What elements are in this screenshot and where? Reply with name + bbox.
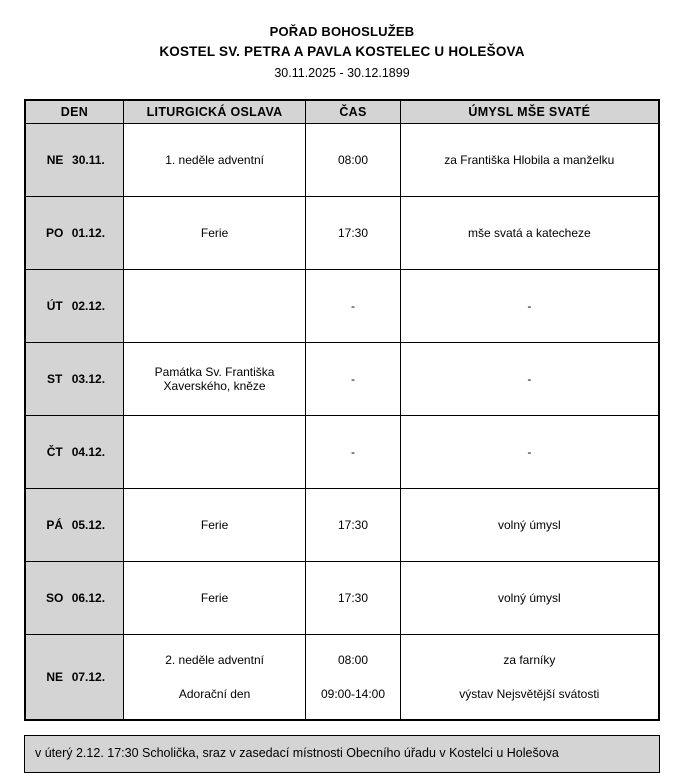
row-time-cell: 17:30	[306, 562, 400, 635]
row-liturgy-cell	[123, 270, 306, 343]
row-time-cell	[306, 635, 400, 721]
row-day-cell	[25, 562, 123, 635]
row-day-cell	[25, 270, 123, 343]
row-intention-secondary: výstav Nejsvětější svátosti	[459, 687, 600, 701]
document-header	[0, 0, 684, 83]
day-date: 06.12.	[71, 591, 106, 605]
row-day-cell	[25, 197, 123, 270]
row-intention-cell: -	[400, 416, 659, 489]
day-date: 04.12.	[71, 445, 106, 459]
row-intention-cell: za Františka Hlobila a manželku	[400, 124, 659, 197]
row-liturgy-cell: Ferie	[123, 197, 306, 270]
row-time-primary: 08:00	[337, 653, 369, 667]
row-time-cell: -	[306, 270, 400, 343]
row-intention-cell: volný úmysl	[400, 489, 659, 562]
row-liturgy-cell: 1. neděle adventní	[123, 124, 306, 197]
day-of-week: NE	[46, 153, 64, 167]
table-row	[25, 489, 659, 562]
day-of-week: PO	[46, 226, 64, 240]
church-name: KOSTEL SV. PETRA A PAVLA KOSTELEC U HOLEŠOVA	[159, 44, 525, 59]
footer-note: v úterý 2.12. 17:30 Scholička, sraz v zasedací místnosti Obecního úřadu v Kostelci u Holešova	[24, 735, 660, 773]
row-liturgy-primary: 2. neděle adventní	[165, 653, 264, 667]
row-day-cell	[25, 124, 123, 197]
row-intention-primary: za farníky	[503, 653, 556, 667]
row-day-cell	[25, 489, 123, 562]
column-header-liturgy: LITURGICKÁ OSLAVA	[123, 100, 306, 124]
row-time-cell: -	[306, 416, 400, 489]
day-of-week: SO	[46, 591, 64, 605]
table-row	[25, 635, 659, 721]
date-range: 30.11.2025 - 30.12.1899	[274, 66, 410, 80]
day-date: 30.11.	[72, 153, 105, 167]
row-intention-cell: -	[400, 270, 659, 343]
row-time-secondary: 09:00-14:00	[320, 687, 386, 701]
table-row	[25, 416, 659, 489]
row-intention-cell	[400, 635, 659, 721]
column-header-day: DEN	[25, 100, 123, 124]
day-date: 02.12.	[71, 299, 106, 313]
table-row	[25, 270, 659, 343]
day-date: 01.12.	[71, 226, 106, 240]
row-liturgy-cell	[123, 635, 306, 721]
row-time-cell: 08:00	[306, 124, 400, 197]
row-day-cell	[25, 416, 123, 489]
page-title: POŘAD BOHOSLUŽEB	[269, 24, 415, 39]
schedule-table-wrapper	[24, 99, 660, 721]
row-intention-cell: mše svatá a katecheze	[400, 197, 659, 270]
table-row	[25, 197, 659, 270]
day-of-week: ST	[47, 372, 63, 386]
day-date: 03.12.	[71, 372, 106, 386]
column-header-time: ČAS	[306, 100, 400, 124]
row-time-cell: -	[306, 343, 400, 416]
row-time-cell: 17:30	[306, 197, 400, 270]
row-day-cell	[25, 635, 123, 721]
row-day-cell	[25, 343, 123, 416]
table-header-row	[25, 100, 659, 124]
day-of-week: NE	[46, 670, 64, 684]
table-row	[25, 124, 659, 197]
row-intention-cell: volný úmysl	[400, 562, 659, 635]
row-liturgy-cell	[123, 416, 306, 489]
row-liturgy-cell: Památka Sv. Františka Xaverského, kněze	[123, 343, 306, 416]
schedule-table	[24, 99, 660, 721]
day-of-week: PÁ	[46, 518, 64, 532]
column-header-intention: ÚMYSL MŠE SVATÉ	[400, 100, 659, 124]
day-of-week: ÚT	[46, 299, 63, 313]
row-time-cell: 17:30	[306, 489, 400, 562]
row-liturgy-secondary: Adorační den	[178, 687, 251, 701]
table-row	[25, 343, 659, 416]
day-date: 05.12.	[71, 518, 106, 532]
day-date: 07.12.	[71, 670, 106, 684]
table-row	[25, 562, 659, 635]
row-liturgy-cell: Ferie	[123, 562, 306, 635]
row-liturgy-cell: Ferie	[123, 489, 306, 562]
row-intention-cell: -	[400, 343, 659, 416]
day-of-week: ČT	[46, 445, 63, 459]
